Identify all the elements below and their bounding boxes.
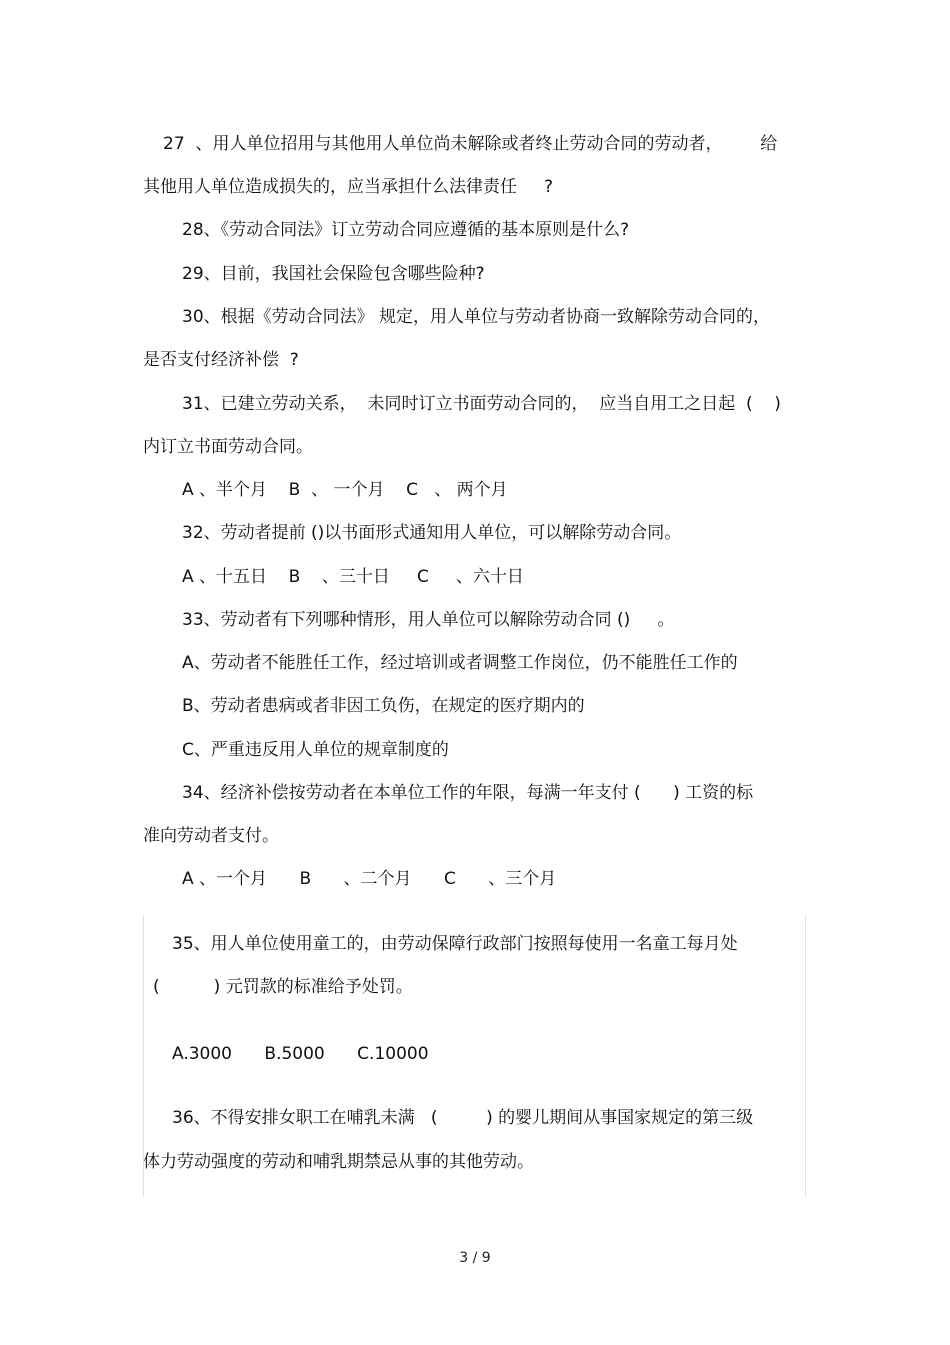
q34-line1: 34、经济补偿按劳动者在本单位工作的年限，每满一年支付 ( ) 工资的标: [182, 783, 754, 803]
q33-option-a: A、劳动者不能胜任工作，经过培训或者调整工作岗位，仍不能胜任工作的: [182, 653, 738, 673]
q31-line1: 31、已建立劳动关系， 未同时订立书面劳动合同的， 应当自用工之日起 ( ): [182, 394, 781, 414]
q36-line2: 体力劳动强度的劳动和哺乳期禁忌从事的其他劳动。: [143, 1152, 534, 1172]
q34-options: A 、一个月 B 、二个月 C 、三个月: [182, 869, 557, 889]
q28: 28、《劳动合同法》订立劳动合同应遵循的基本原则是什么?: [182, 220, 630, 240]
q35-options: A.3000 B.5000 C.10000: [172, 1044, 429, 1064]
page-number: 3 / 9: [459, 1250, 491, 1266]
q31-options: A 、半个月 B 、 一个月 C 、 两个月: [182, 480, 508, 500]
q30-line1: 30、根据《劳动合同法》 规定，用人单位与劳动者协商一致解除劳动合同的，: [182, 307, 771, 327]
q27-line2: 其他用人单位造成损失的，应当承担什么法律责任 ?: [143, 177, 554, 197]
q33-option-c: C、严重违反用人单位的规章制度的: [182, 740, 449, 760]
q35-line2: ( ) 元罚款的标准给予处罚。: [153, 977, 413, 997]
q32: 32、劳动者提前 ()以书面形式通知用人单位，可以解除劳动合同。: [182, 523, 682, 543]
q30-line2: 是否支付经济补偿 ?: [143, 350, 299, 370]
q35-line1: 35、用人单位使用童工的，由劳动保障行政部门按照每使用一名童工每月处: [172, 934, 738, 954]
q27-line1: 27 、用人单位招用与其他用人单位尚未解除或者终止劳动合同的劳动者， 给: [163, 134, 778, 154]
q31-line2: 内订立书面劳动合同。: [143, 437, 313, 457]
q32-options: A 、十五日 B 、三十日 C 、六十日: [182, 567, 524, 587]
q33-option-b: B、劳动者患病或者非因工负伤，在规定的医疗期内的: [182, 696, 585, 716]
q34-line2: 准向劳动者支付。: [143, 826, 279, 846]
q33: 33、劳动者有下列哪种情形，用人单位可以解除劳动合同 () 。: [182, 610, 675, 630]
q29: 29、目前，我国社会保险包含哪些险种?: [182, 264, 485, 284]
q36-line1: 36、不得安排女职工在哺乳未满 ( ) 的婴儿期间从事国家规定的第三级: [172, 1108, 754, 1128]
